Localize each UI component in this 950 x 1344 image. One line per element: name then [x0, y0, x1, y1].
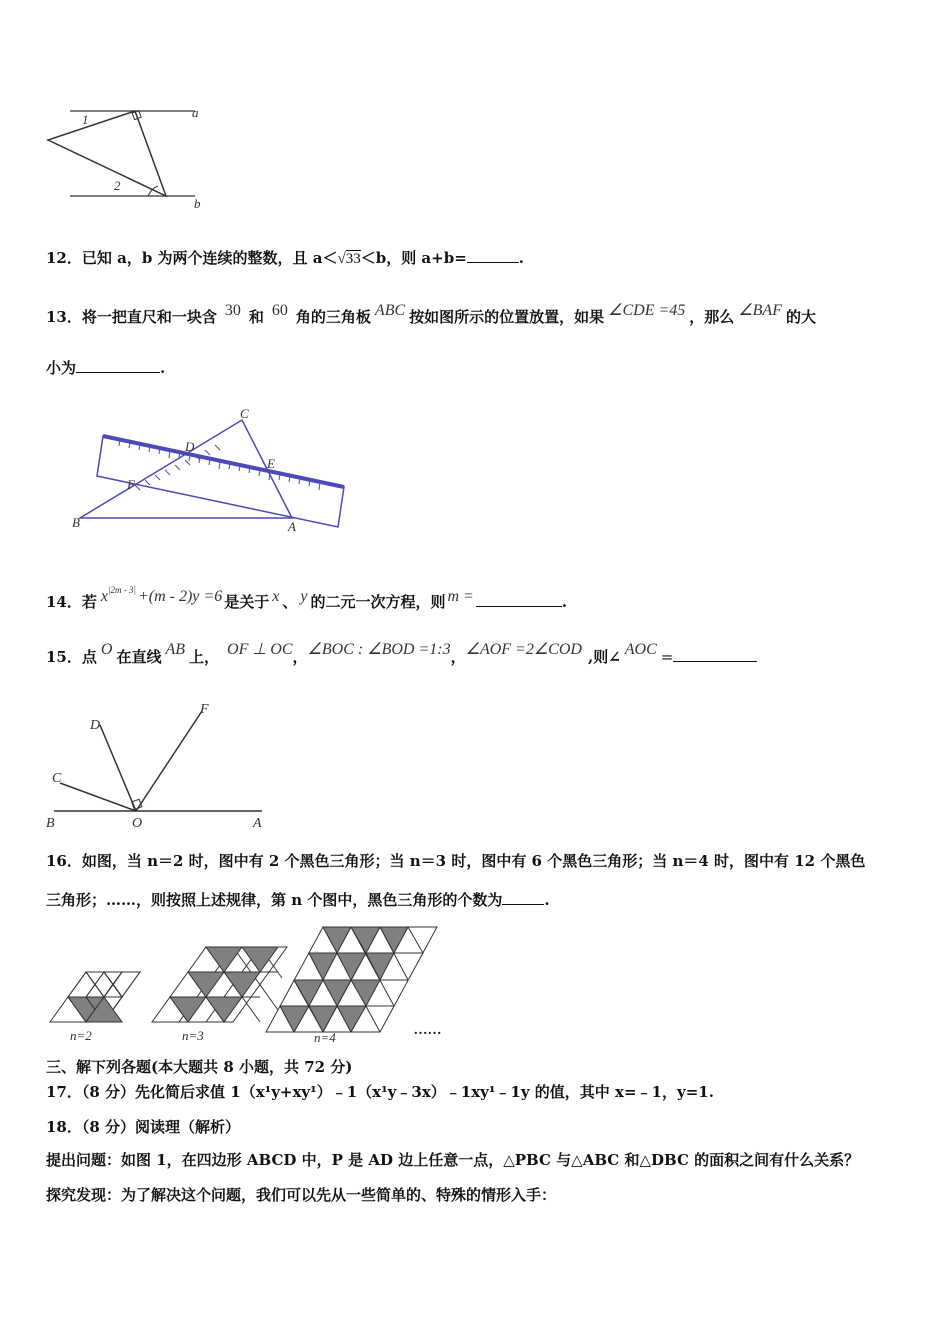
- question-18: [46, 1117, 240, 1137]
- question-text-2: ＜b，则 a+b=: [360, 249, 467, 267]
- label-C: C: [240, 406, 249, 421]
- ray-oc: [60, 783, 136, 811]
- black-triangle: [224, 972, 260, 997]
- label-2: 2: [114, 178, 121, 193]
- question-16-line2: [46, 890, 550, 910]
- text: 小为: [46, 359, 77, 377]
- triangle: [104, 972, 140, 997]
- black-triangle: [242, 947, 278, 972]
- question-text: （8 分）阅读理（解析）: [81, 1118, 241, 1136]
- answer-blank[interactable]: [76, 358, 160, 373]
- question-16: [46, 851, 865, 871]
- ray-od: [100, 725, 136, 811]
- black-triangle: [380, 927, 408, 953]
- black-triangle: [323, 980, 351, 1006]
- black-triangle: [366, 953, 394, 980]
- point-o: O: [100, 641, 113, 658]
- black-triangle: [309, 953, 337, 980]
- var-x: x: [100, 588, 108, 605]
- black-triangle: [188, 972, 224, 997]
- text: ,则∠: [587, 648, 621, 666]
- question-text: 已知 a，b 为两个连续的整数，且 a＜: [81, 249, 338, 267]
- label-1: 1: [82, 112, 89, 127]
- label-A: A: [288, 519, 296, 534]
- label-D: D: [90, 718, 101, 733]
- comma: ，: [292, 648, 308, 666]
- label-B: B: [46, 816, 55, 831]
- question-15: [46, 641, 757, 668]
- text: 是关于: [224, 593, 270, 611]
- ruler-top-edge: [103, 436, 344, 487]
- ellipsis: ……: [414, 1023, 442, 1038]
- exponent: |2m - 3|: [108, 585, 136, 595]
- label-b: b: [194, 196, 201, 211]
- triangle: [48, 111, 166, 196]
- text: 点: [81, 648, 97, 666]
- label-a: a: [192, 105, 199, 120]
- question-text: 三角形；……，则按照上述规律，第 n 个图中，黑色三角形的个数为: [46, 891, 503, 909]
- question-text: 如图，当 n＝2 时，图中有 2 个黑色三角形；当 n＝3 时，图中有 6 个黑色三角形；当 n＝4 时，图中有 12 个黑色: [81, 852, 866, 870]
- black-triangle: [351, 980, 380, 1006]
- answer-blank[interactable]: [476, 592, 562, 607]
- question-number: 16．: [46, 852, 82, 870]
- black-triangle: [337, 953, 366, 980]
- comma: ，: [450, 648, 466, 666]
- label-F: F: [127, 477, 135, 492]
- black-triangle: [309, 1006, 337, 1032]
- period: .: [561, 593, 568, 611]
- question-13-line2: [46, 358, 165, 378]
- question-number: 12．: [46, 249, 82, 267]
- answer-blank[interactable]: [673, 647, 757, 662]
- black-triangle: [323, 927, 351, 953]
- question-text: （8 分）先化简后求值 1（x¹y+xy¹）﹣1（x¹y﹣3x）﹣1xy¹﹣1y 的值，其中 x=﹣1，y=1.: [81, 1083, 714, 1101]
- text: 若: [81, 593, 97, 611]
- ray-of: [136, 711, 202, 811]
- period: .: [544, 891, 550, 909]
- equation: +(m - 2)y =6: [137, 588, 223, 605]
- question-13: [46, 302, 816, 328]
- question-number: 15．: [46, 648, 82, 666]
- var-x: x: [272, 588, 280, 605]
- question-17: [46, 1082, 714, 1102]
- text: 按如图所示的位置放置，如果: [409, 308, 605, 326]
- question-number: 18．: [46, 1118, 82, 1136]
- triangle: [86, 972, 122, 997]
- question-number: 14．: [46, 593, 82, 611]
- label-F: F: [200, 702, 209, 717]
- question-14: [46, 585, 568, 613]
- line-ab: AB: [165, 641, 186, 658]
- section-3-heading: 三、解下列各题(本大题共 8 小题，共 72 分): [46, 1058, 353, 1076]
- radicand: 33: [345, 251, 361, 267]
- black-triangle: [206, 947, 242, 972]
- angle-aof: ∠AOF =2∠COD: [465, 641, 582, 658]
- text: 角的三角板: [295, 308, 371, 326]
- triangle: [86, 972, 122, 997]
- figure-q11: [40, 100, 220, 215]
- black-triangle: [170, 997, 206, 1022]
- text: 将一把直尺和一块含: [81, 308, 217, 326]
- label-C: C: [52, 771, 62, 786]
- angle-cde: ∠CDE =45: [608, 302, 686, 319]
- text: 、: [282, 593, 298, 611]
- text: 的二元一次方程，则: [310, 593, 446, 611]
- figure-q15: [40, 695, 280, 835]
- black-triangle: [206, 997, 242, 1022]
- figure-q16: [44, 922, 464, 1047]
- answer-blank[interactable]: [467, 248, 519, 263]
- question-18-explore: 探究发现：为了解决这个问题，我们可以先从一些简单的、特殊的情形入手：: [46, 1186, 557, 1204]
- text: 上，: [189, 648, 220, 666]
- question-number: 13．: [46, 308, 82, 326]
- label-n4: n=4: [314, 1030, 336, 1045]
- sqrt-expression: √33: [337, 251, 361, 267]
- angle-baf: ∠BAF: [738, 302, 782, 319]
- question-12: [46, 248, 524, 269]
- text: 的大: [785, 308, 816, 326]
- label-D: D: [185, 439, 195, 454]
- question-number: 17．: [46, 1083, 82, 1101]
- text: 和: [248, 308, 264, 326]
- label-E: E: [267, 456, 275, 471]
- triangle-abc: ABC: [374, 302, 406, 319]
- angle-aoc: AOC: [624, 641, 657, 658]
- perpendicular-condition: OF ⊥ OC: [227, 641, 293, 658]
- angle-ratio: ∠BOC : ∠BOD =1:3: [307, 641, 451, 658]
- figure-q13: [60, 405, 360, 535]
- text: 在直线: [116, 648, 162, 666]
- label-n3: n=3: [182, 1028, 204, 1043]
- answer-blank[interactable]: [502, 890, 544, 905]
- black-triangle: [337, 1006, 366, 1032]
- text: ，那么: [689, 308, 735, 326]
- value-30: 30: [224, 302, 241, 319]
- equals: =: [660, 648, 674, 666]
- triangle: [68, 972, 104, 997]
- period: .: [518, 249, 525, 267]
- label-B: B: [72, 515, 80, 530]
- black-triangle: [280, 1006, 309, 1032]
- question-18-problem: 提出问题：如图 1，在四边形 ABCD 中，P 是 AD 边上任意一点，△PBC 与△ABC 和△DBC 的面积之间有什么关系？: [46, 1151, 860, 1169]
- black-triangle: [351, 927, 380, 953]
- black-triangle: [294, 980, 323, 1006]
- label-n2: n=2: [70, 1028, 92, 1043]
- var-m: m =: [447, 588, 474, 605]
- period: .: [160, 359, 166, 377]
- value-60: 60: [271, 302, 288, 319]
- label-O: O: [132, 816, 143, 831]
- var-y: y: [300, 588, 308, 605]
- label-A: A: [253, 816, 262, 831]
